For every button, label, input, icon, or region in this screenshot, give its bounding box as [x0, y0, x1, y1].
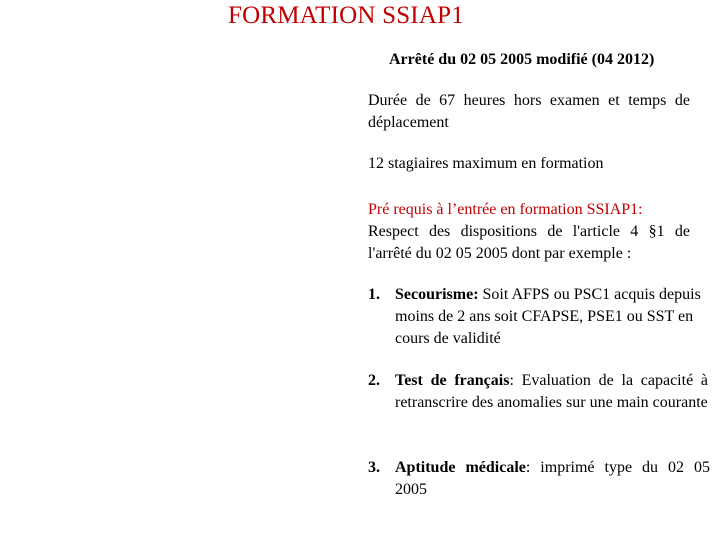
prerequisites-section: [368, 199, 690, 265]
list-item-test-francais: [368, 370, 708, 414]
trainees-paragraph: 12 stagiaires maximum en formation: [368, 155, 604, 172]
decree-subtitle: Arrêté du 02 05 2005 modifié (04 2012): [389, 51, 655, 68]
list-item-text: : Evaluation de la capacité à retranscrire des anomalies sur une main courante: [395, 372, 709, 411]
prerequisites-text: Respect des dispositions de l'article 4 §1 de l'arrêté du 02 05 2005 dont par exemple :: [368, 223, 690, 262]
list-item-term: Secourisme:: [395, 286, 479, 303]
list-item-text: Soit AFPS ou PSC1 acquis depuis moins de 2 ans soit CFAPSE, PSE1 ou SST en cours de validité: [395, 286, 701, 347]
list-item-body: [395, 370, 708, 414]
list-item-secourisme: [368, 284, 703, 350]
list-item-term: Aptitude médicale: [395, 459, 526, 476]
list-item-term: Test de français: [395, 372, 510, 389]
list-item-body: [395, 284, 705, 350]
list-item-number: 1.: [368, 286, 380, 303]
duration-paragraph: Durée de 67 heures hors examen et temps de déplacement: [368, 92, 690, 131]
list-item-number: 2.: [368, 372, 380, 389]
list-item-text: : imprimé type du 02 05 2005: [395, 459, 711, 498]
prerequisites-heading: Pré requis à l’entrée en formation SSIAP1:: [368, 201, 643, 218]
page-title: FORMATION SSIAP1: [228, 2, 464, 29]
list-item-number: 3.: [368, 459, 380, 476]
list-item-body: [395, 457, 710, 501]
list-item-aptitude-medicale: [368, 457, 710, 501]
